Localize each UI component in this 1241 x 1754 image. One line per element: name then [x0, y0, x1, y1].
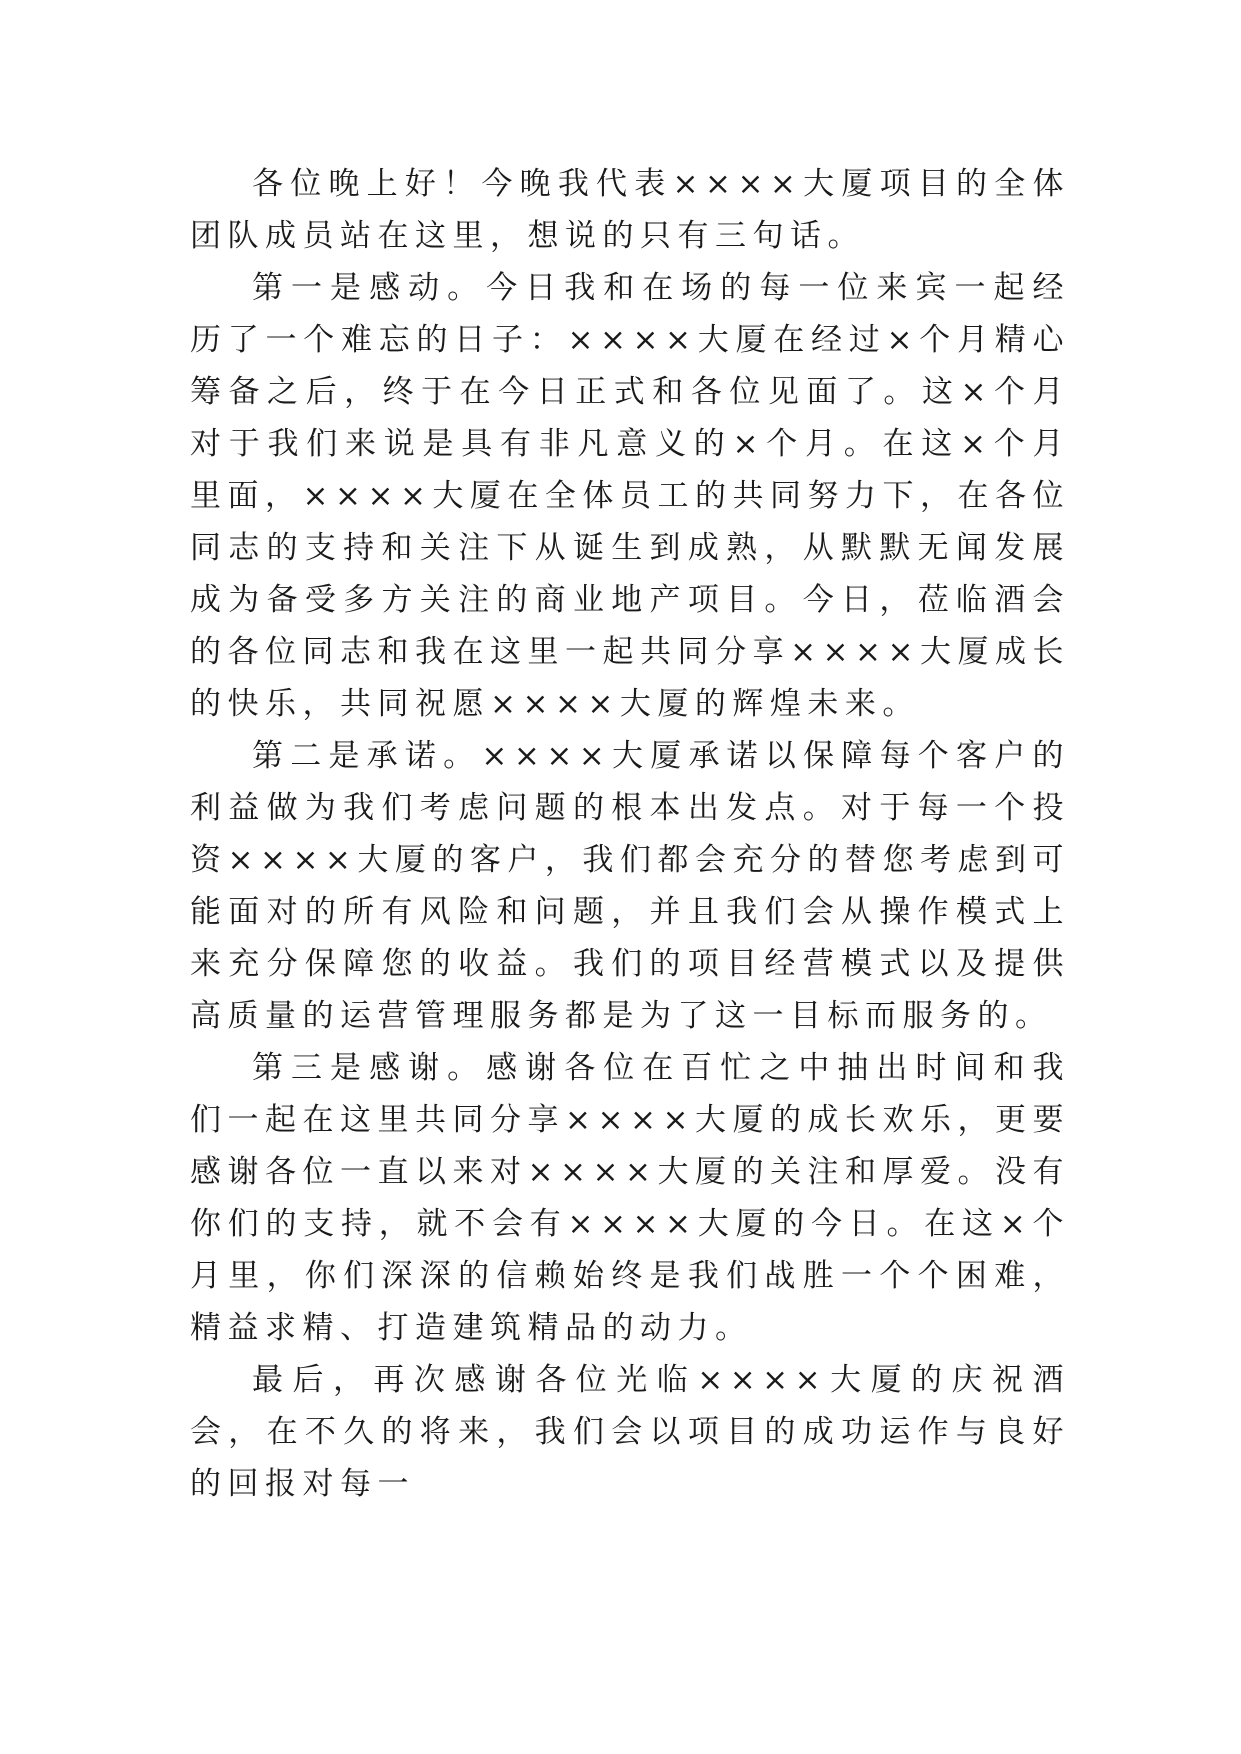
document-body [190, 158, 1070, 1510]
paragraph-closing: 最后，再次感谢各位光临××××大厦的庆祝酒会，在不久的将来，我们会以项目的成功运作与良好的回报对每一 [190, 1362, 1070, 1502]
paragraph-second-promise: 第二是承诺。××××大厦承诺以保障每个客户的利益做为我们考虑问题的根本出发点。对于每一个投资××××大厦的客户，我们都会充分的替您考虑到可能面对的所有风险和问题，并且我们会从操作模式上来充分保障您的收益。我们的项目经营模式以及提供高质量的运营管理服务都是为了这一目标而服务的。 [190, 738, 1070, 1034]
paragraph-greeting: 各位晚上好！今晚我代表××××大厦项目的全体团队成员站在这里，想说的只有三句话。 [190, 166, 1070, 254]
paragraph-first-moved: 第一是感动。今日我和在场的每一位来宾一起经历了一个难忘的日子：××××大厦在经过×个月精心筹备之后，终于在今日正式和各位见面了。这×个月对于我们来说是具有非凡意义的×个月。在这×个月里面，××××大厦在全体员工的共同努力下，在各位同志的支持和关注下从诞生到成熟，从默默无闻发展成为备受多方关注的商业地产项目。今日，莅临酒会的各位同志和我在这里一起共同分享××××大厦成长的快乐，共同祝愿××××大厦的辉煌未来。 [190, 270, 1070, 722]
paragraph-third-thanks: 第三是感谢。感谢各位在百忙之中抽出时间和我们一起在这里共同分享××××大厦的成长欢乐，更要感谢各位一直以来对××××大厦的关注和厚爱。没有你们的支持，就不会有××××大厦的今日。在这×个月里，你们深深的信赖始终是我们战胜一个个困难，精益求精、打造建筑精品的动力。 [190, 1050, 1070, 1346]
